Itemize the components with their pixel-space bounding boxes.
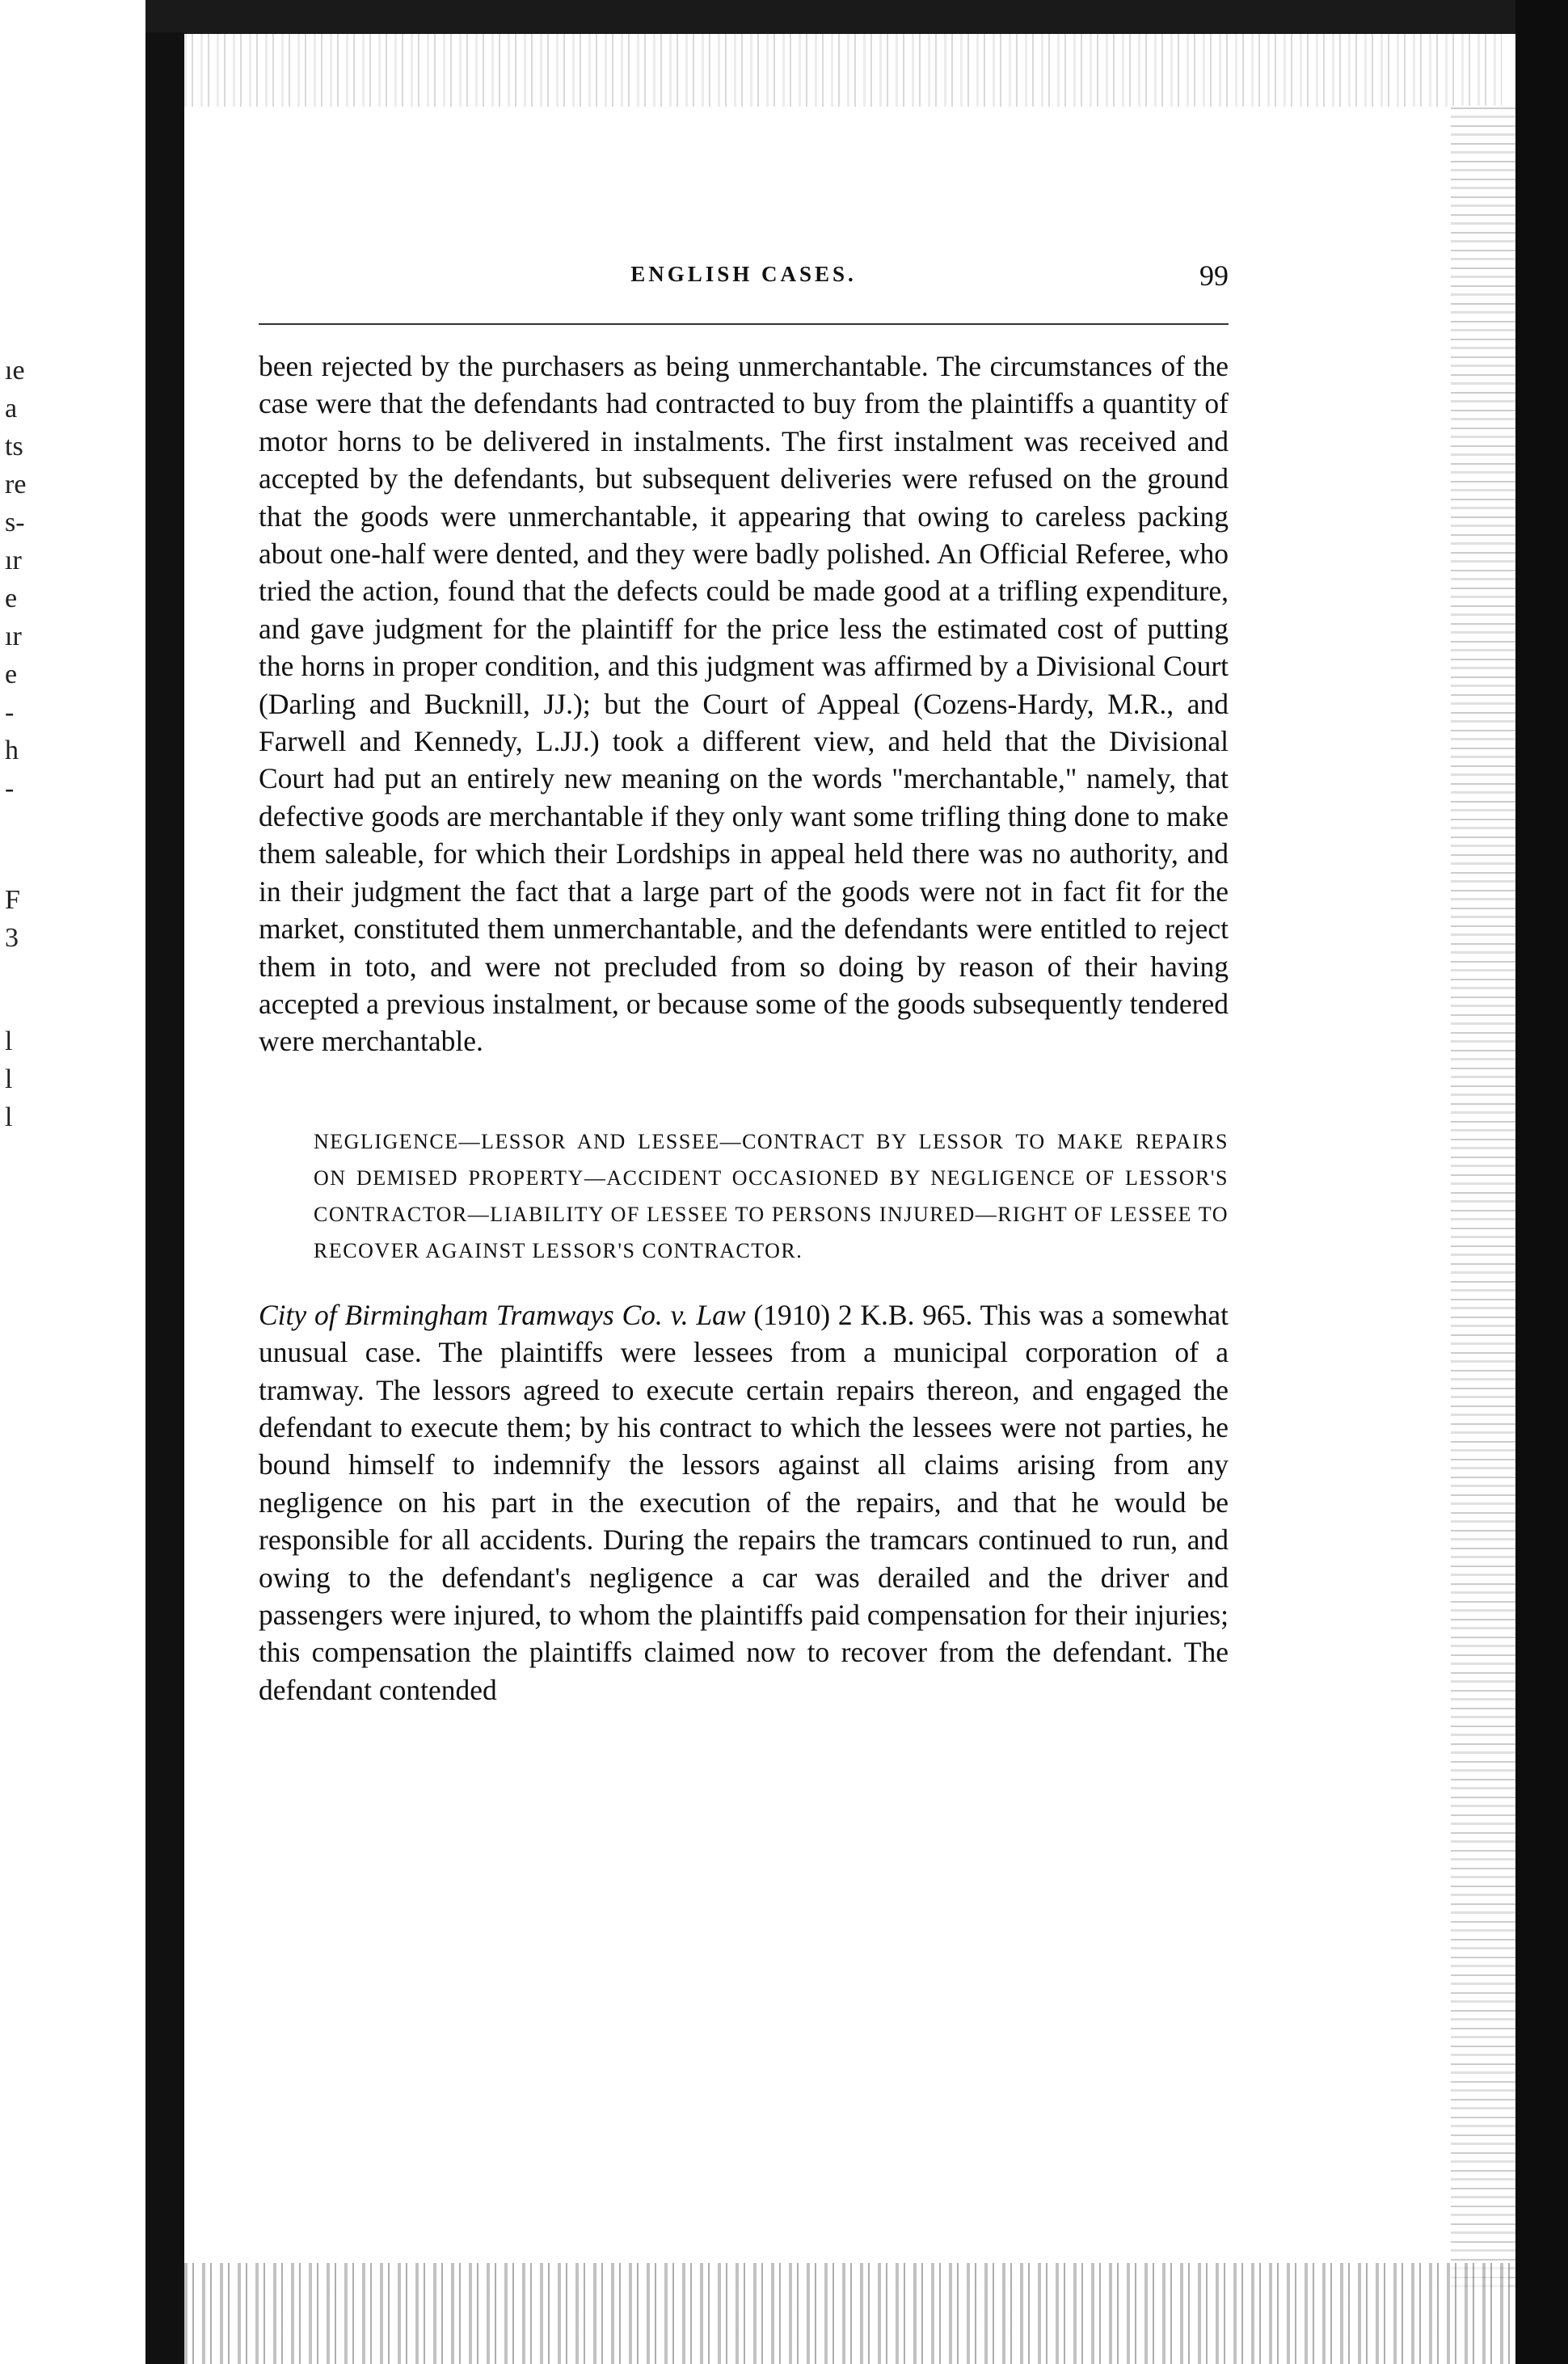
fragment: h	[5, 735, 19, 765]
fragment: ts	[5, 432, 23, 461]
page-body	[259, 348, 1229, 1709]
fragment: a	[5, 394, 18, 423]
scan-border-left	[145, 32, 184, 2364]
scan-noise-top	[184, 34, 1502, 107]
fragment: l	[5, 1026, 13, 1056]
running-head-title: ENGLISH CASES.	[630, 262, 857, 286]
facing-page-fragments	[0, 0, 145, 2364]
fragment: ıe	[5, 356, 25, 386]
scan-border-top	[145, 0, 1520, 34]
header-rule	[259, 323, 1229, 325]
case-paragraph	[259, 1296, 1229, 1709]
fragment: s-	[5, 508, 25, 537]
page-number: 99	[1199, 259, 1229, 292]
body-paragraph: been rejected by the purchasers as being unmerchantable. The circumstances of the case were that the defendants had contracted to buy from the plaintiffs a quantity of motor horns to be delivered in instalments. The first instalment was received and accepted by the defendants, but subsequent deliveries were refused on the ground that the goods were unmerchantable, it appearing that owing to careless packing about one-half were dented, and they were badly polished. An Official Referee, who tried the action, found that the defects could be made good at a trifling expenditure, and gave judgment for the plaintiff for the price less the estimated cost of putting the horns in proper condition, and this judgment was affirmed by a Divisional Court (Darling and Bucknill, JJ.); but the Court of Appeal (Cozens-Hardy, M.R., and Farwell and Kennedy, L.JJ.) took a different view, and held that the Divisional Court had put an entirely new meaning on the words "merchantable," namely, that defective goods are merchantable if they only want some trifling thing done to make them saleable, for which their Lordships in appeal held there was no authority, and in their judgment the fact that a large part of the goods were not in fact fit for the market, constituted them unmerchantable, and the defendants were entitled to reject them in toto, and were not precluded from so doing by reason of their having accepted a previous instalment, or because some of the goods subsequently tendered were merchantable.	[259, 350, 1229, 1058]
case-text: This was a somewhat unusual case. The plaintiffs were lessees from a municipal corporation of a tramway. The lessors agreed to execute certain repairs thereon, and engaged the defendant to execute them; by his contract to which the lessees were not parties, he bound himself to indemnify the lessors against all claims arising from any negligence on his part in the execution of the repairs, and that he would be responsible for all accidents. During the repairs the tramcars continued to run, and owing to the defendant's negligence a car was derailed and the driver and passengers were injured, to whom the plaintiffs paid compensation for their injuries; this compensation the plaintiffs claimed now to recover from the defendant. The defendant contended	[259, 1298, 1229, 1706]
fragment: l	[5, 1064, 13, 1094]
fragment: ır	[5, 546, 22, 575]
case-headnote: NEGLIGENCE—LESSOR AND LESSEE—CONTRACT BY LESSOR TO MAKE REPAIRS ON DEMISED PROPERTY—ACCIDENT OCCASIONED BY NEGLIGENCE OF LESSOR'S CONTRACTOR—LIABILITY OF LESSEE TO PERSONS INJURED—RIGHT OF LESSEE TO RECOVER AGAINST LESSOR'S CONTRACTOR.	[314, 1129, 1229, 1262]
fragment: F	[5, 885, 20, 915]
case-reference: (1910) 2 K.B. 965.	[753, 1298, 973, 1331]
scan-noise-bottom	[184, 2263, 1510, 2364]
fragment: 3	[5, 923, 19, 953]
case-name: City of Birmingham Tramways Co. v. Law	[259, 1298, 746, 1331]
fragment: -	[5, 697, 15, 727]
fragment: e	[5, 659, 18, 689]
fragment: ır	[5, 622, 22, 651]
fragment: re	[5, 470, 27, 499]
fragment: l	[5, 1102, 13, 1132]
running-head	[259, 259, 1229, 299]
scan-noise-right	[1451, 105, 1515, 2287]
fragment: -	[5, 773, 15, 803]
scan-border-right	[1515, 0, 1568, 2364]
fragment: e	[5, 584, 18, 613]
